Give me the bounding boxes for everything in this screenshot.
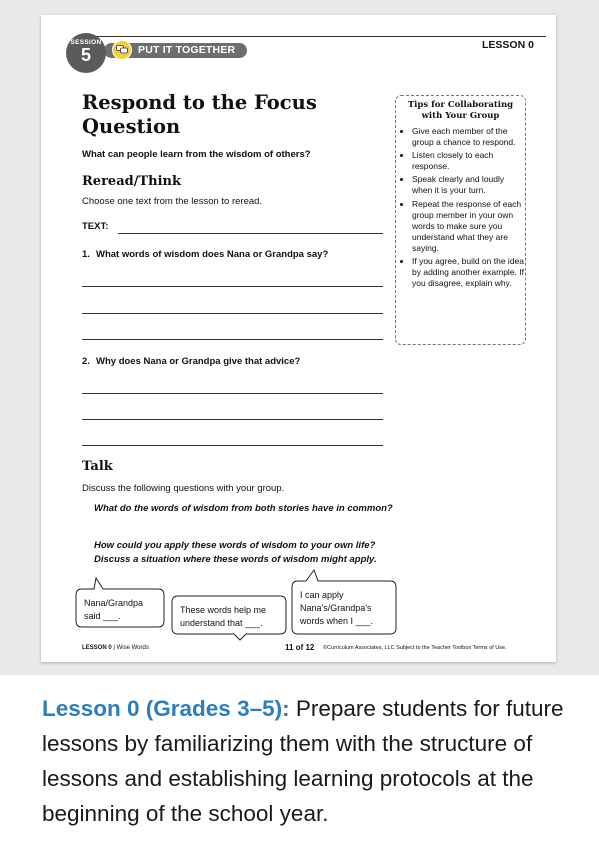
question-text: Why does Nana or Grandpa give that advice? xyxy=(96,356,301,367)
tips-heading-line: with Your Group xyxy=(421,111,500,121)
footer-lesson-label: LESSON 0 xyxy=(82,645,112,651)
section-label: PUT IT TOGETHER xyxy=(138,44,236,56)
bubble-line: Nana's/Grandpa's xyxy=(300,603,372,613)
answer-line[interactable] xyxy=(82,339,383,340)
page-number: 11 of 12 xyxy=(285,643,315,652)
tip-item: • Give each member of the group a chance to respond. xyxy=(412,126,524,148)
talk-heading: Talk xyxy=(82,459,113,474)
text-answer-line[interactable] xyxy=(118,233,383,234)
question-2 xyxy=(82,356,300,367)
caption-text: Prepare students for future lessons by familiarizing them with the structure of lessons and establishing learning protocols at the beginning of the school year. xyxy=(42,696,564,826)
answer-line[interactable] xyxy=(82,445,383,446)
session-label: SESSION xyxy=(70,39,102,46)
footer-separator: | xyxy=(113,645,115,651)
discussion-icon xyxy=(112,40,132,60)
question-number: 1. xyxy=(82,249,90,260)
tip-item: • Listen closely to each response. xyxy=(412,150,524,172)
footer-lesson xyxy=(82,645,149,651)
bubble-line: said ___. xyxy=(84,611,121,621)
text-field-label: TEXT: xyxy=(82,221,109,232)
bubble-line: These words help me xyxy=(180,605,267,615)
footer-copyright: ©Curriculum Associates, LLC Subject to the Teacher Toolbox Terms of Use. xyxy=(323,645,507,651)
bubble-line: words when I ___. xyxy=(300,616,374,626)
speech-bubble-1-text xyxy=(84,597,143,623)
bubble-line: I can apply xyxy=(300,590,344,600)
tips-heading xyxy=(396,100,525,122)
answer-line[interactable] xyxy=(82,419,383,420)
answer-line[interactable] xyxy=(82,393,383,394)
bubble-line: understand that ___. xyxy=(180,618,263,628)
talk-instruction: Discuss the following questions with your group. xyxy=(82,483,285,494)
answer-line[interactable] xyxy=(82,286,383,287)
header-rule xyxy=(80,36,546,37)
caption-highlight: Lesson 0 (Grades 3–5): xyxy=(42,696,290,721)
focus-question: What can people learn from the wisdom of others? xyxy=(82,149,311,160)
speech-bubble-2-text xyxy=(180,604,266,630)
lesson-label: LESSON 0 xyxy=(482,39,534,51)
talk-question: How could you apply these words of wisdom to your own life? Discuss a situation where these words of wisdom might apply. xyxy=(94,540,377,565)
question-number: 2. xyxy=(82,356,90,367)
reread-heading: Reread/Think xyxy=(82,174,181,189)
caption xyxy=(42,691,567,831)
tips-heading-line: Tips for Collaborating xyxy=(407,100,514,110)
session-badge xyxy=(66,33,106,73)
tips-list xyxy=(403,126,524,291)
tip-item: • Repeat the response of each group member in your own words to make sure you understand what they are saying. xyxy=(412,199,524,254)
question-1 xyxy=(82,249,328,260)
question-text: What words of wisdom does Nana or Grandpa say? xyxy=(96,249,329,260)
page-title: Respond to the Focus Question xyxy=(82,91,317,138)
speech-bubble-3-text xyxy=(300,589,373,628)
footer-unit: Wise Words xyxy=(116,645,149,651)
talk-question: What do the words of wisdom from both stories have in common? xyxy=(94,503,393,514)
tips-box xyxy=(395,95,526,345)
reread-instruction: Choose one text from the lesson to reread. xyxy=(82,196,263,207)
tip-item: • If you agree, build on the idea by adding another example. If you disagree, explain why. xyxy=(412,256,524,289)
tip-item: • Speak clearly and loudly when it is your turn. xyxy=(412,174,524,196)
answer-line[interactable] xyxy=(82,313,383,314)
bubble-line: Nana/Grandpa xyxy=(84,598,144,608)
session-number: 5 xyxy=(80,45,91,65)
